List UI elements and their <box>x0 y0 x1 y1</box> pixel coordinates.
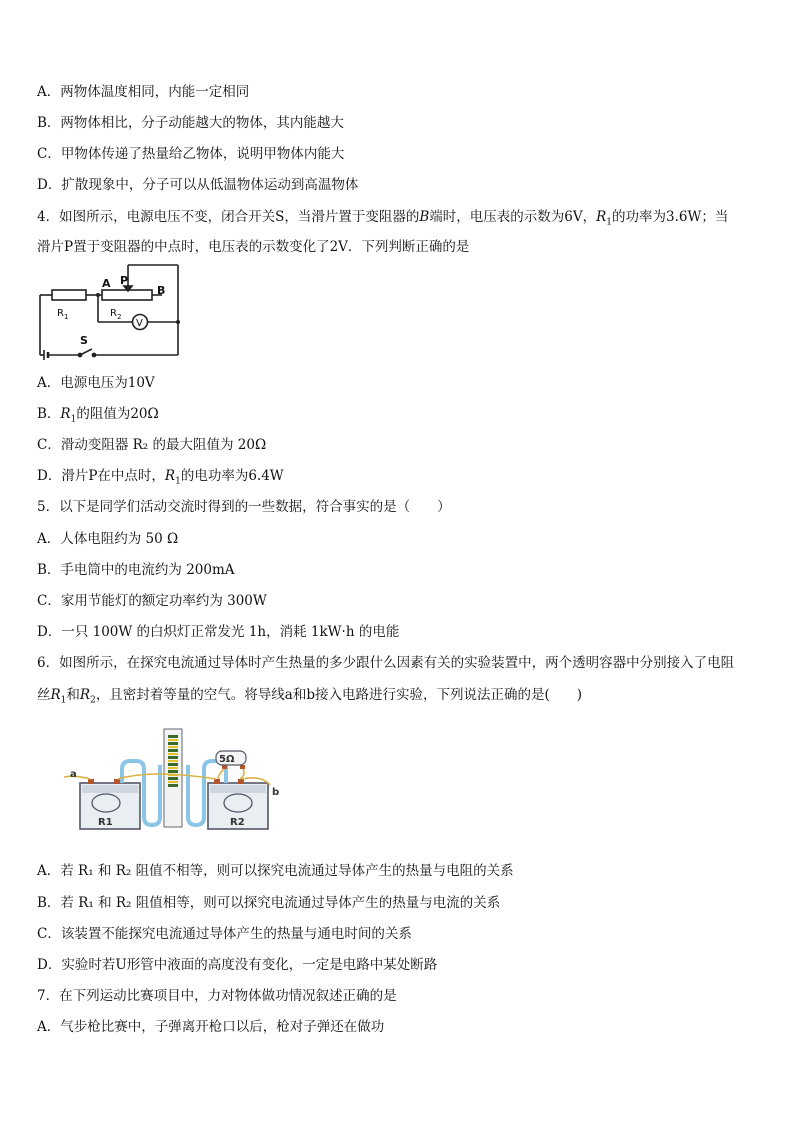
q6-apparatus-diagram <box>62 725 294 835</box>
label-r1: R1 <box>98 817 113 828</box>
label-p: P <box>120 274 129 287</box>
label-s: S <box>80 334 88 347</box>
q5-stem: 5．以下是同学们活动交流时得到的一些数据，符合事实的是（ ） <box>37 499 451 515</box>
q4-stem-line2: 滑片P置于变阻器的中点时，电压表的示数变化了2V．下列判断正确的是 <box>37 239 470 255</box>
label-r2: R2 <box>230 817 245 828</box>
q5-option-d: D．一只 100W 的白炽灯正常发光 1h，消耗 1kW·h 的电能 <box>37 624 400 640</box>
label-r2: $R_2$ <box>110 308 122 321</box>
q3-option-c: C．甲物体传递了热量给乙物体，说明甲物体内能大 <box>37 146 345 162</box>
q4-option-c: C．滑动变阻器 R₂ 的最大阻值为 20Ω <box>37 437 267 453</box>
q6-option-d: D．实验时若U形管中液面的高度没有变化，一定是电路中某处断路 <box>37 957 438 973</box>
q3-option-a: A．两物体温度相同，内能一定相同 <box>37 84 250 100</box>
q4-option-d: D．滑片P在中点时，$R_1$的电功率为6.4W <box>37 468 284 487</box>
q6-option-b: B．若 R₁ 和 R₂ 阻值相等，则可以探究电流通过导体产生的热量与电流的关系 <box>37 895 501 911</box>
label-r1: $R_1$ <box>57 308 69 321</box>
q6-stem-line2: 丝$R_1$和$R_2$，且密封着等量的空气。将导线a和b接入电路进行实验，下列说法正确的是( ) <box>37 687 583 706</box>
q7-option-a: A．气步枪比赛中，子弹离开枪口以后，枪对子弹还在做功 <box>37 1019 385 1035</box>
r2-rheostat <box>102 290 152 300</box>
q3-option-b: B．两物体相比，分子动能越大的物体，其内能越大 <box>37 115 344 131</box>
q4-circuit-diagram <box>32 262 192 366</box>
q5-option-a: A．人体电阻约为 50 Ω <box>37 531 179 547</box>
q7-stem: 7．在下列运动比赛项目中，力对物体做功情况叙述正确的是 <box>37 988 397 1004</box>
q6-option-a: A．若 R₁ 和 R₂ 阻值不相等，则可以探究电流通过导体产生的热量与电阻的关系 <box>37 863 514 879</box>
q4-option-b: B．$R_1$的阻值为20Ω <box>37 406 159 425</box>
q5-option-b: B．手电筒中的电流约为 200mA <box>37 562 235 578</box>
q3-option-d: D．扩散现象中，分子可以从低温物体运动到高温物体 <box>37 177 359 193</box>
label-v: V <box>136 318 143 329</box>
q6-stem-line1: 6．如图所示，在探究电流通过导体时产生热量的多少跟什么因素有关的实验装置中，两个透明容器中分别接入了电阻 <box>37 655 735 671</box>
label-wire-a: a <box>70 769 77 780</box>
q4-option-a: A．电源电压为10V <box>37 375 155 391</box>
label-5-ohm: 5Ω <box>219 754 235 765</box>
label-b: B <box>157 284 166 297</box>
r1-resistor <box>52 290 86 300</box>
q4-stem-line1: 4．如图所示，电源电压不变，闭合开关S，当滑片置于变阻器的B端时，电压表的示数为6V，$R_1$的功率为3.6W；当 <box>37 209 729 228</box>
q6-option-c: C．该装置不能探究电流通过导体产生的热量与通电时间的关系 <box>37 926 412 942</box>
q5-option-c: C．家用节能灯的额定功率约为 300W <box>37 593 267 609</box>
label-wire-b: b <box>272 787 280 798</box>
label-a: A <box>102 277 111 290</box>
